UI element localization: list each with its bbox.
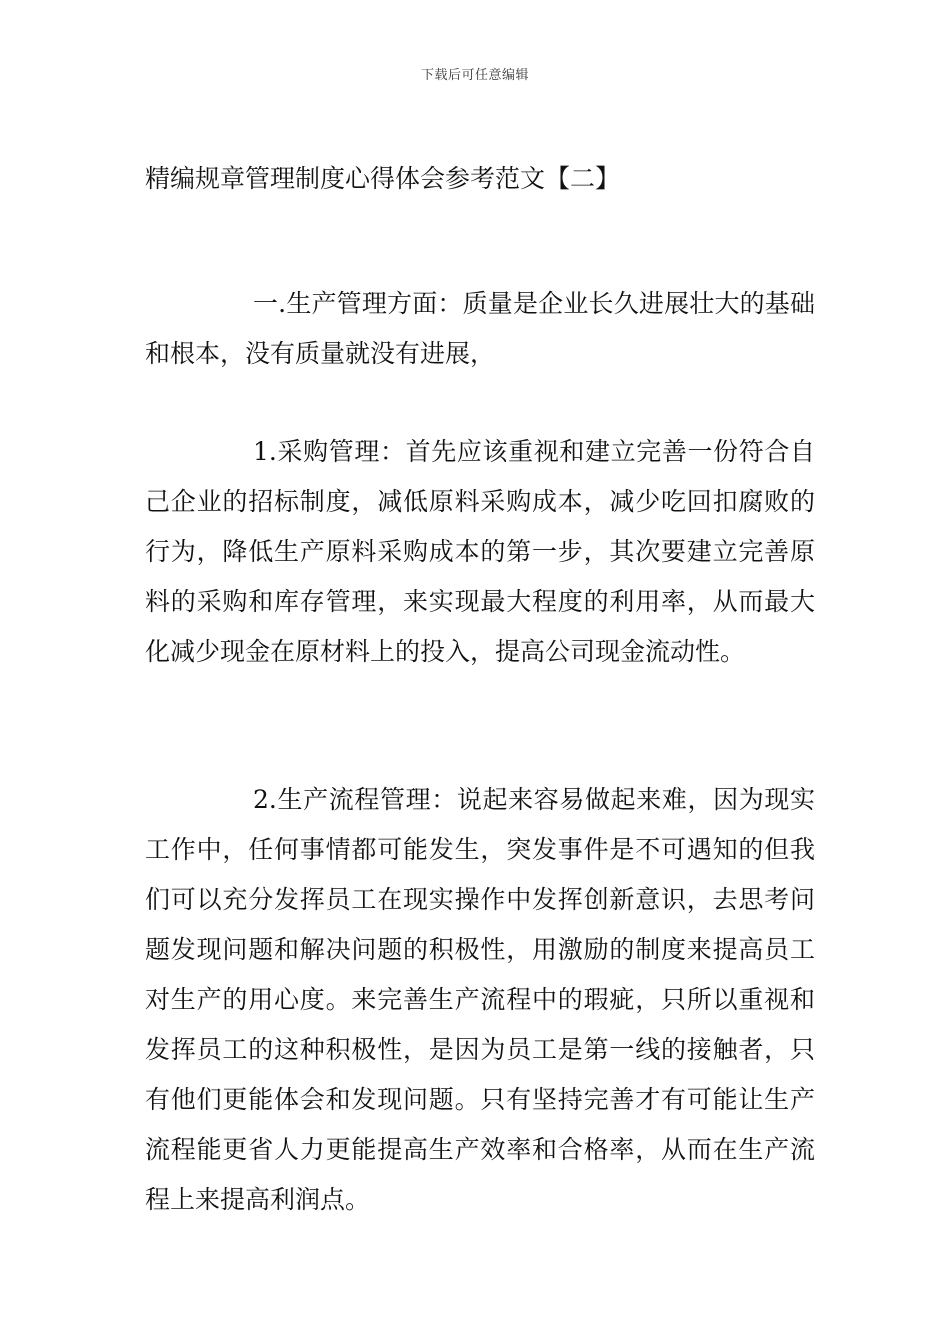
header-note: 下载后可任意编辑	[420, 68, 529, 83]
paragraph-process-management: 2.生产流程管理：说起来容易做起来难，因为现实工作中，任何事情都可能发生，突发事件是不可遇知的但我们可以充分发挥员工在现实操作中发挥创新意识，去思考问题发现问题和解决问题的积极性，用激励的制度来提高员工对生产的用心度。来完善生产流程中的瑕疵，只所以重视和发挥员工的这种积极性，是因为员工是第一线的接触者，只有他们更能体会和发现问题。只有坚持完善才有可能让生产流程能更省人力更能提高生产效率和合格率，从而在生产流程上来提高利润点。	[145, 785, 815, 1214]
paragraph-procurement: 1.采购管理：首先应该重视和建立完善一份符合自己企业的招标制度，减低原料采购成本，减少吃回扣腐败的行为，降低生产原料采购成本的第一步，其次要建立完善原料的采购和库存管理，来实现最大程度的利用率，从而最大化减少现金在原材料上的投入，提高公司现金流动性。	[145, 437, 815, 666]
paragraph-production-management: 一.生产管理方面：质量是企业长久进展壮大的基础和根本，没有质量就没有进展，	[145, 289, 815, 368]
document-title: 精编规章管理制度心得体会参考范文【二】	[145, 164, 621, 193]
